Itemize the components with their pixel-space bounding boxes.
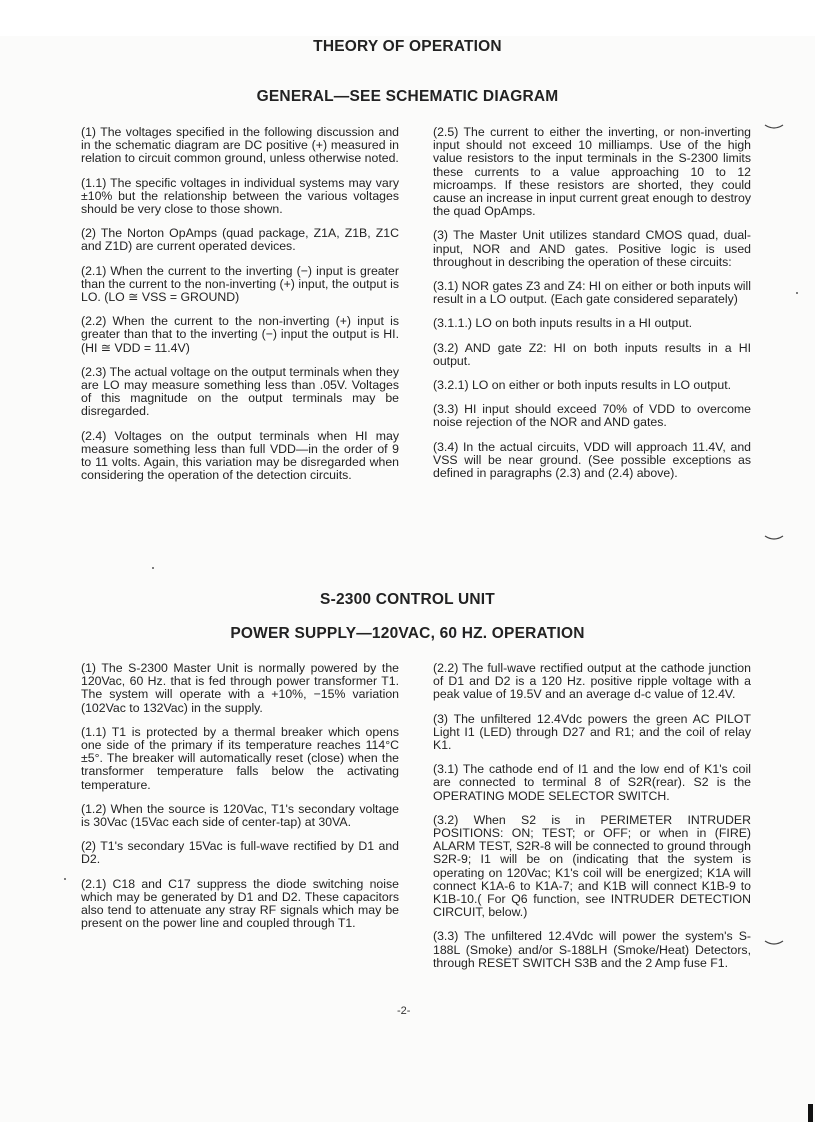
paragraph: (2) T1's secondary 15Vac is full-wave rectified by D1 and D2. bbox=[81, 839, 399, 867]
control-unit-heading: S-2300 CONTROL UNIT bbox=[320, 591, 495, 608]
paragraph: (3.1.1.) LO on both inputs results in a HI output. bbox=[433, 316, 693, 331]
paragraph: (3.1) The cathode end of I1 and the low end of K1's coil are connected to terminal 8 of S2R(rear). S2 is the OPERATING MODE SELECTOR SWITCH. bbox=[433, 762, 751, 803]
paragraph: (2.3) The actual voltage on the output terminals when they are LO may measure something less than .05V. Voltages of this magnitude on the output terminals may be disregarded. bbox=[81, 364, 399, 419]
paragraph: (3.1) NOR gates Z3 and Z4: HI on either or both inputs will result in a LO output. (Each gate considered separately) bbox=[433, 279, 751, 307]
paragraph: (1) The S-2300 Master Unit is normally powered by the 120Vac, 60 Hz. that is fed through power transformer T1. The system will operate with a +10%, −15% variation (102Vac to 132Vac) in the supply. bbox=[81, 661, 399, 715]
power-right-column bbox=[433, 662, 751, 981]
paragraph: (2.5) The current to either the inverting, or non-inverting input should not exceed 10 milliamps. Use of the high value resistors to the input terminals in the S-2300 limits these currents to a value approaching 10 to 12 microamps. If these resistors are shorted, they could cause an increase in input current great enough to destroy the quad OpAmps. bbox=[433, 125, 751, 219]
page-number: -2- bbox=[397, 1005, 411, 1017]
paragraph: (1) The voltages specified in the following discussion and in the schematic diagram are DC positive (+) measured in relation to circuit common ground, unless otherwise noted. bbox=[81, 125, 399, 166]
general-section-heading: GENERAL—SEE SCHEMATIC DIAGRAM bbox=[256, 88, 559, 105]
page-title: THEORY OF OPERATION bbox=[313, 38, 502, 55]
scan-speck bbox=[64, 878, 66, 880]
paragraph: (1.2) When the source is 120Vac, T1's secondary voltage is 30Vac (15Vac each side of center-tap) at 30VA. bbox=[81, 801, 399, 830]
paragraph: (1.1) T1 is protected by a thermal breaker which opens one side of the primary if its temperature reaches 114°C ±5°. The breaker will automatically reset (close) when the transformer temperature falls below the activating temperature. bbox=[81, 724, 399, 792]
paragraph: (2.1) C18 and C17 suppress the diode switching noise which may be generated by D1 and D2. These capacitors also tend to attenuate any stray RF signals which may be present on the power line and coupled through T1. bbox=[81, 876, 399, 931]
paragraph: (2.2) The full-wave rectified output at the cathode junction of D1 and D2 is a 120 Hz. positive ripple voltage with a peak value of 19.5V and an average d-c value of 12.4V. bbox=[433, 661, 751, 702]
scan-speck bbox=[152, 567, 154, 569]
paragraph: (1.1) The specific voltages in individual systems may vary ±10% but the relationship between the various voltages should be very close to those shown. bbox=[81, 175, 399, 217]
margin-curl-mark bbox=[764, 122, 784, 132]
paragraph: (2.2) When the current to the non-inverting (+) input is greater than that to the inverting (−) input the output is HI. (HI ≅ VDD = 11.4V) bbox=[81, 314, 399, 355]
power-left-column bbox=[81, 662, 399, 941]
paragraph: (3.2) When S2 is in PERIMETER INTRUDER POSITIONS: ON; TEST; or OFF; or when in (FIRE) ALARM TEST, S2R-8 will be connected to ground through S2R-9; I1 will be on (indicating that the system is operating on 120Vac; K1's coil will be energized; K1A will connect K1A-6 to K1A-7; and K1B will connect K1B-9 to K1B-10.( For Q6 function, see INTRUDER DETECTION CIRCUIT, below.) bbox=[433, 812, 751, 920]
scan-edge-mark bbox=[808, 1104, 813, 1122]
paragraph: (3) The unfiltered 12.4Vdc powers the green AC PILOT Light I1 (LED) through D27 and R1; and the coil of relay K1. bbox=[433, 711, 751, 753]
paragraph: (3.3) The unfiltered 12.4Vdc will power the system's S-188L (Smoke) and/or S-188LH (Smoke/Heat) Detectors, through RESET SWITCH S3B and the 2 Amp fuse F1. bbox=[433, 929, 751, 970]
paragraph: (2.1) When the current to the inverting (−) input is greater than the current to the non-inverting (+) input, the output is LO. (LO ≅ VSS = GROUND) bbox=[81, 263, 399, 305]
general-left-column bbox=[81, 126, 399, 493]
paragraph: (3.3) HI input should exceed 70% of VDD to overcome noise rejection of the NOR and AND gates. bbox=[433, 402, 751, 430]
paragraph: (3.2.1) LO on either or both inputs results in LO output. bbox=[433, 378, 732, 393]
paragraph: (2) The Norton OpAmps (quad package, Z1A, Z1B, Z1C and Z1D) are current operated devices. bbox=[81, 226, 399, 254]
margin-curl-mark bbox=[764, 938, 784, 948]
paragraph: (2.4) Voltages on the output terminals when HI may measure something less than full VDD—in the order of 9 to 11 volts. Again, this variation may be disregarded when considering the operation of the detection circuits. bbox=[81, 428, 399, 483]
scan-top-margin bbox=[0, 0, 815, 36]
paragraph: (3.2) AND gate Z2: HI on both inputs results in a HI output. bbox=[433, 340, 751, 368]
paragraph: (3.4) In the actual circuits, VDD will approach 11.4V, and VSS will be near ground. (See possible exceptions as defined in paragraphs (2.3) and (2.4) above). bbox=[433, 439, 751, 481]
power-supply-heading: POWER SUPPLY—120VAC, 60 HZ. OPERATION bbox=[230, 625, 585, 642]
general-right-column bbox=[433, 126, 751, 491]
paragraph: (3) The Master Unit utilizes standard CMOS quad, dual-input, NOR and AND gates. Positive logic is used throughout in describing the operation of these circuits: bbox=[433, 228, 751, 269]
margin-curl-mark bbox=[764, 533, 784, 543]
scan-speck bbox=[796, 292, 798, 294]
